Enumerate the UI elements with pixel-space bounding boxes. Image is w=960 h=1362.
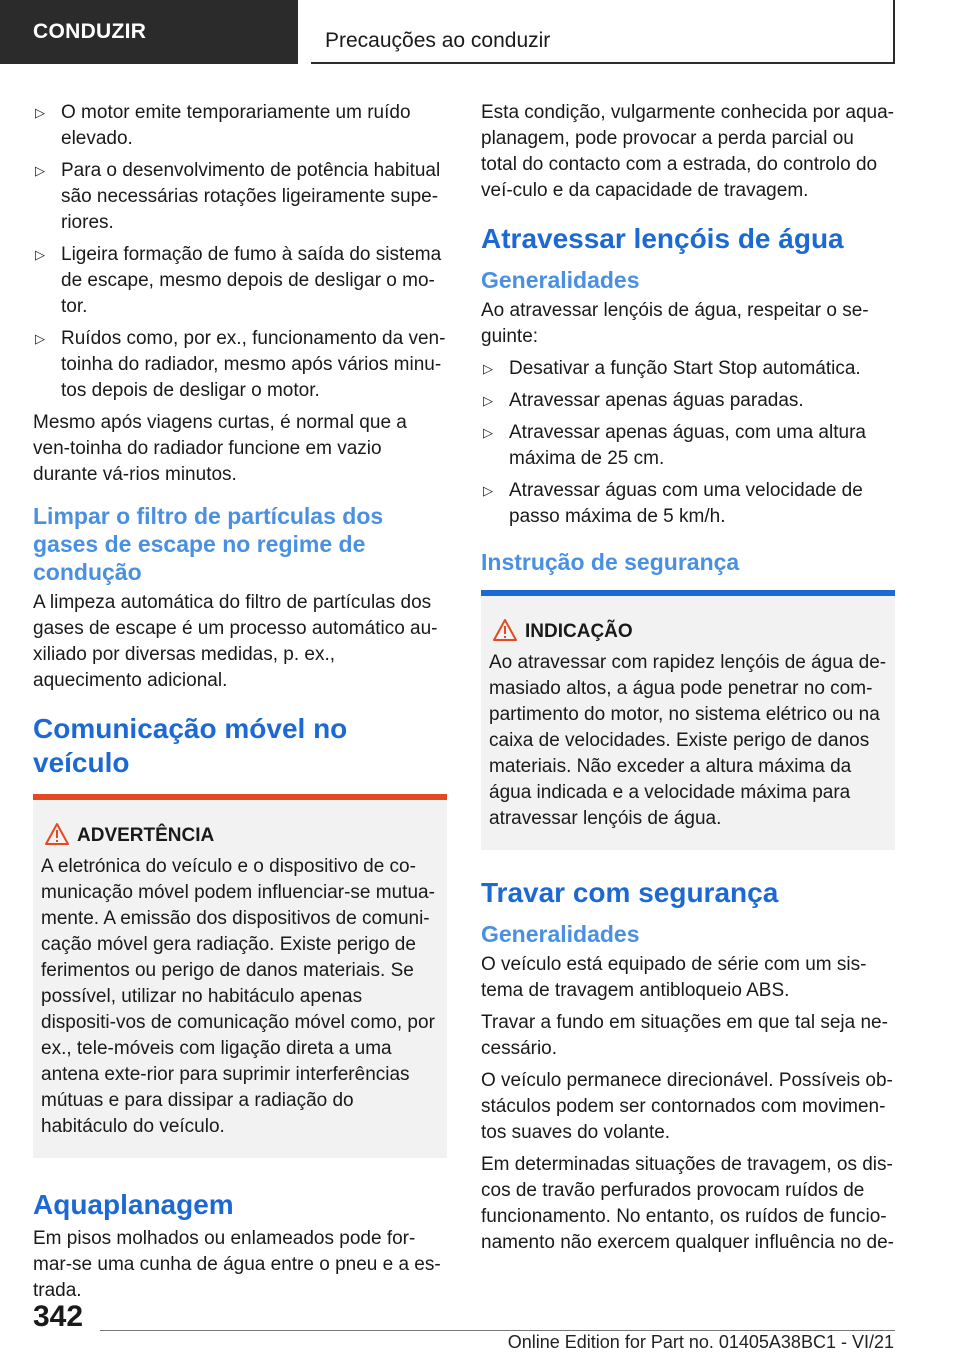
- subheading-general: Generalidades: [481, 921, 640, 947]
- paragraph: A limpeza automática do filtro de partículas dos gases de escape é um processo automático au-xiliado por diversas medidas, p. ex., aquecimento adicional.: [33, 592, 438, 691]
- warning-text: A eletrónica do veículo e o dispositivo de co-municação móvel podem influenciar-se mutua-mente. A emissão dos dispositivos de comuni-cação móvel gera radiação. Existe perigo de ferimentos ou perigo de danos materiais. Se possível, utilizar no habitáculo apenas dispositi-vos de comunicação móvel como, por ex., tele-móveis com ligação direta a uma antena exte-rior para suprimir interferências mútuas e para dissipar a radiação do habitáculo do veículo.: [41, 856, 435, 1137]
- warning-box: [33, 794, 447, 1158]
- list-item: ▷ Atravessar apenas águas, com uma altura máxima de 25 cm.: [483, 422, 866, 469]
- note-text: Ao atravessar com rapidez lençóis de água de-masiado altos, a água pode penetrar no com-partimento do motor, no sistema elétrico ou na caixa de velocidades. Existe perigo de danos materiais. Não exceder a altura máxima da água indicada e a velocidade máxima para atravessar lençóis de água.: [489, 652, 887, 829]
- heading-brake: Travar com segurança: [481, 877, 779, 908]
- heading-water: Atravessar lençóis de água: [481, 223, 844, 254]
- paragraph: O veículo permanece direcionável. Possíveis ob-stáculos podem ser contornados com movimen-tos suaves do volante.: [481, 1070, 893, 1143]
- list-item: ▷ O motor emite temporariamente um ruído elevado.: [35, 102, 411, 149]
- bullet-icon: ▷: [483, 361, 493, 376]
- warning-icon: [44, 822, 70, 846]
- bullet-icon: ▷: [483, 425, 493, 440]
- list-item: ▷ Atravessar apenas águas paradas.: [481, 388, 895, 414]
- chapter-title: Precauções ao conduzir: [311, 0, 895, 64]
- list-item: ▷ Ruídos como, por ex., funcionamento da ven-toinha do radiador, mesmo após vários minu-tos depois de desligar o motor.: [35, 328, 446, 401]
- left-column: [33, 100, 447, 1310]
- heading-mobile: Comunicação móvel no veículo: [33, 713, 348, 778]
- paragraph: Mesmo após viagens curtas, é normal que a ven-toinha do radiador funcione em vazio durante vá-rios minutos.: [33, 412, 407, 485]
- section-label: CONDUZIR: [0, 0, 298, 64]
- list-item: ▷ Desativar a função Start Stop automática.: [481, 356, 895, 382]
- subheading-safety: Instrução de segurança: [481, 549, 740, 575]
- paragraph: Em determinadas situações de travagem, os dis-cos de travão perfurados provocam ruídos de funcionamento. No entanto, os ruídos de funcio-namento não exercem qualquer influência no de-: [481, 1154, 894, 1253]
- bullet-icon: ▷: [35, 247, 45, 262]
- list-item: ▷ Ligeira formação de fumo à saída do sistema de escape, mesmo depois de desligar o mo-tor.: [35, 244, 442, 317]
- water-list: [481, 356, 895, 530]
- heading-aquaplaning: Aquaplanagem: [33, 1189, 234, 1220]
- paragraph: Travar a fundo em situações em que tal seja ne-cessário.: [481, 1012, 888, 1059]
- bullet-icon: ▷: [483, 393, 493, 408]
- bullet-icon: ▷: [483, 483, 493, 498]
- list-item: ▷ Para o desenvolvimento de potência habitual são necessárias rotações ligeiramente supe-riores.: [35, 160, 441, 233]
- warning-title: ADVERTÊNCIA: [41, 824, 439, 848]
- bullet-icon: ▷: [35, 163, 45, 178]
- list-item: ▷ Atravessar águas com uma velocidade de passo máxima de 5 km/h.: [483, 480, 863, 527]
- page-header: [0, 0, 895, 64]
- note-title: INDICAÇÃO: [489, 620, 887, 644]
- bullet-icon: ▷: [35, 105, 45, 120]
- note-box: [481, 590, 895, 850]
- bullet-icon: ▷: [35, 331, 45, 346]
- warning-icon: [492, 618, 518, 642]
- heading-filter: Limpar o filtro de partículas dos gases de escape no regime de condução: [33, 503, 384, 585]
- paragraph: O veículo está equipado de série com um sis-tema de travagem antibloqueio ABS.: [481, 954, 867, 1001]
- subheading-general: Generalidades: [481, 267, 640, 293]
- page-number: 342: [33, 1300, 84, 1333]
- footer-divider: [100, 1330, 895, 1331]
- effects-list: [33, 100, 447, 404]
- right-column: [481, 100, 895, 1262]
- paragraph: Ao atravessar lençóis de água, respeitar o se-guinte:: [481, 300, 869, 347]
- paragraph: Em pisos molhados ou enlameados pode for-mar-se uma cunha de água entre o pneu e a es-trada.: [33, 1228, 441, 1301]
- edition-note: Online Edition for Part no. 01405A38BC1 - VI/21: [507, 1332, 894, 1352]
- paragraph: Esta condição, vulgarmente conhecida por aqua-planagem, pode provocar a perda parcial ou total do contacto com a estrada, do controlo do veí-culo e da capacidade de travagem.: [481, 102, 894, 201]
